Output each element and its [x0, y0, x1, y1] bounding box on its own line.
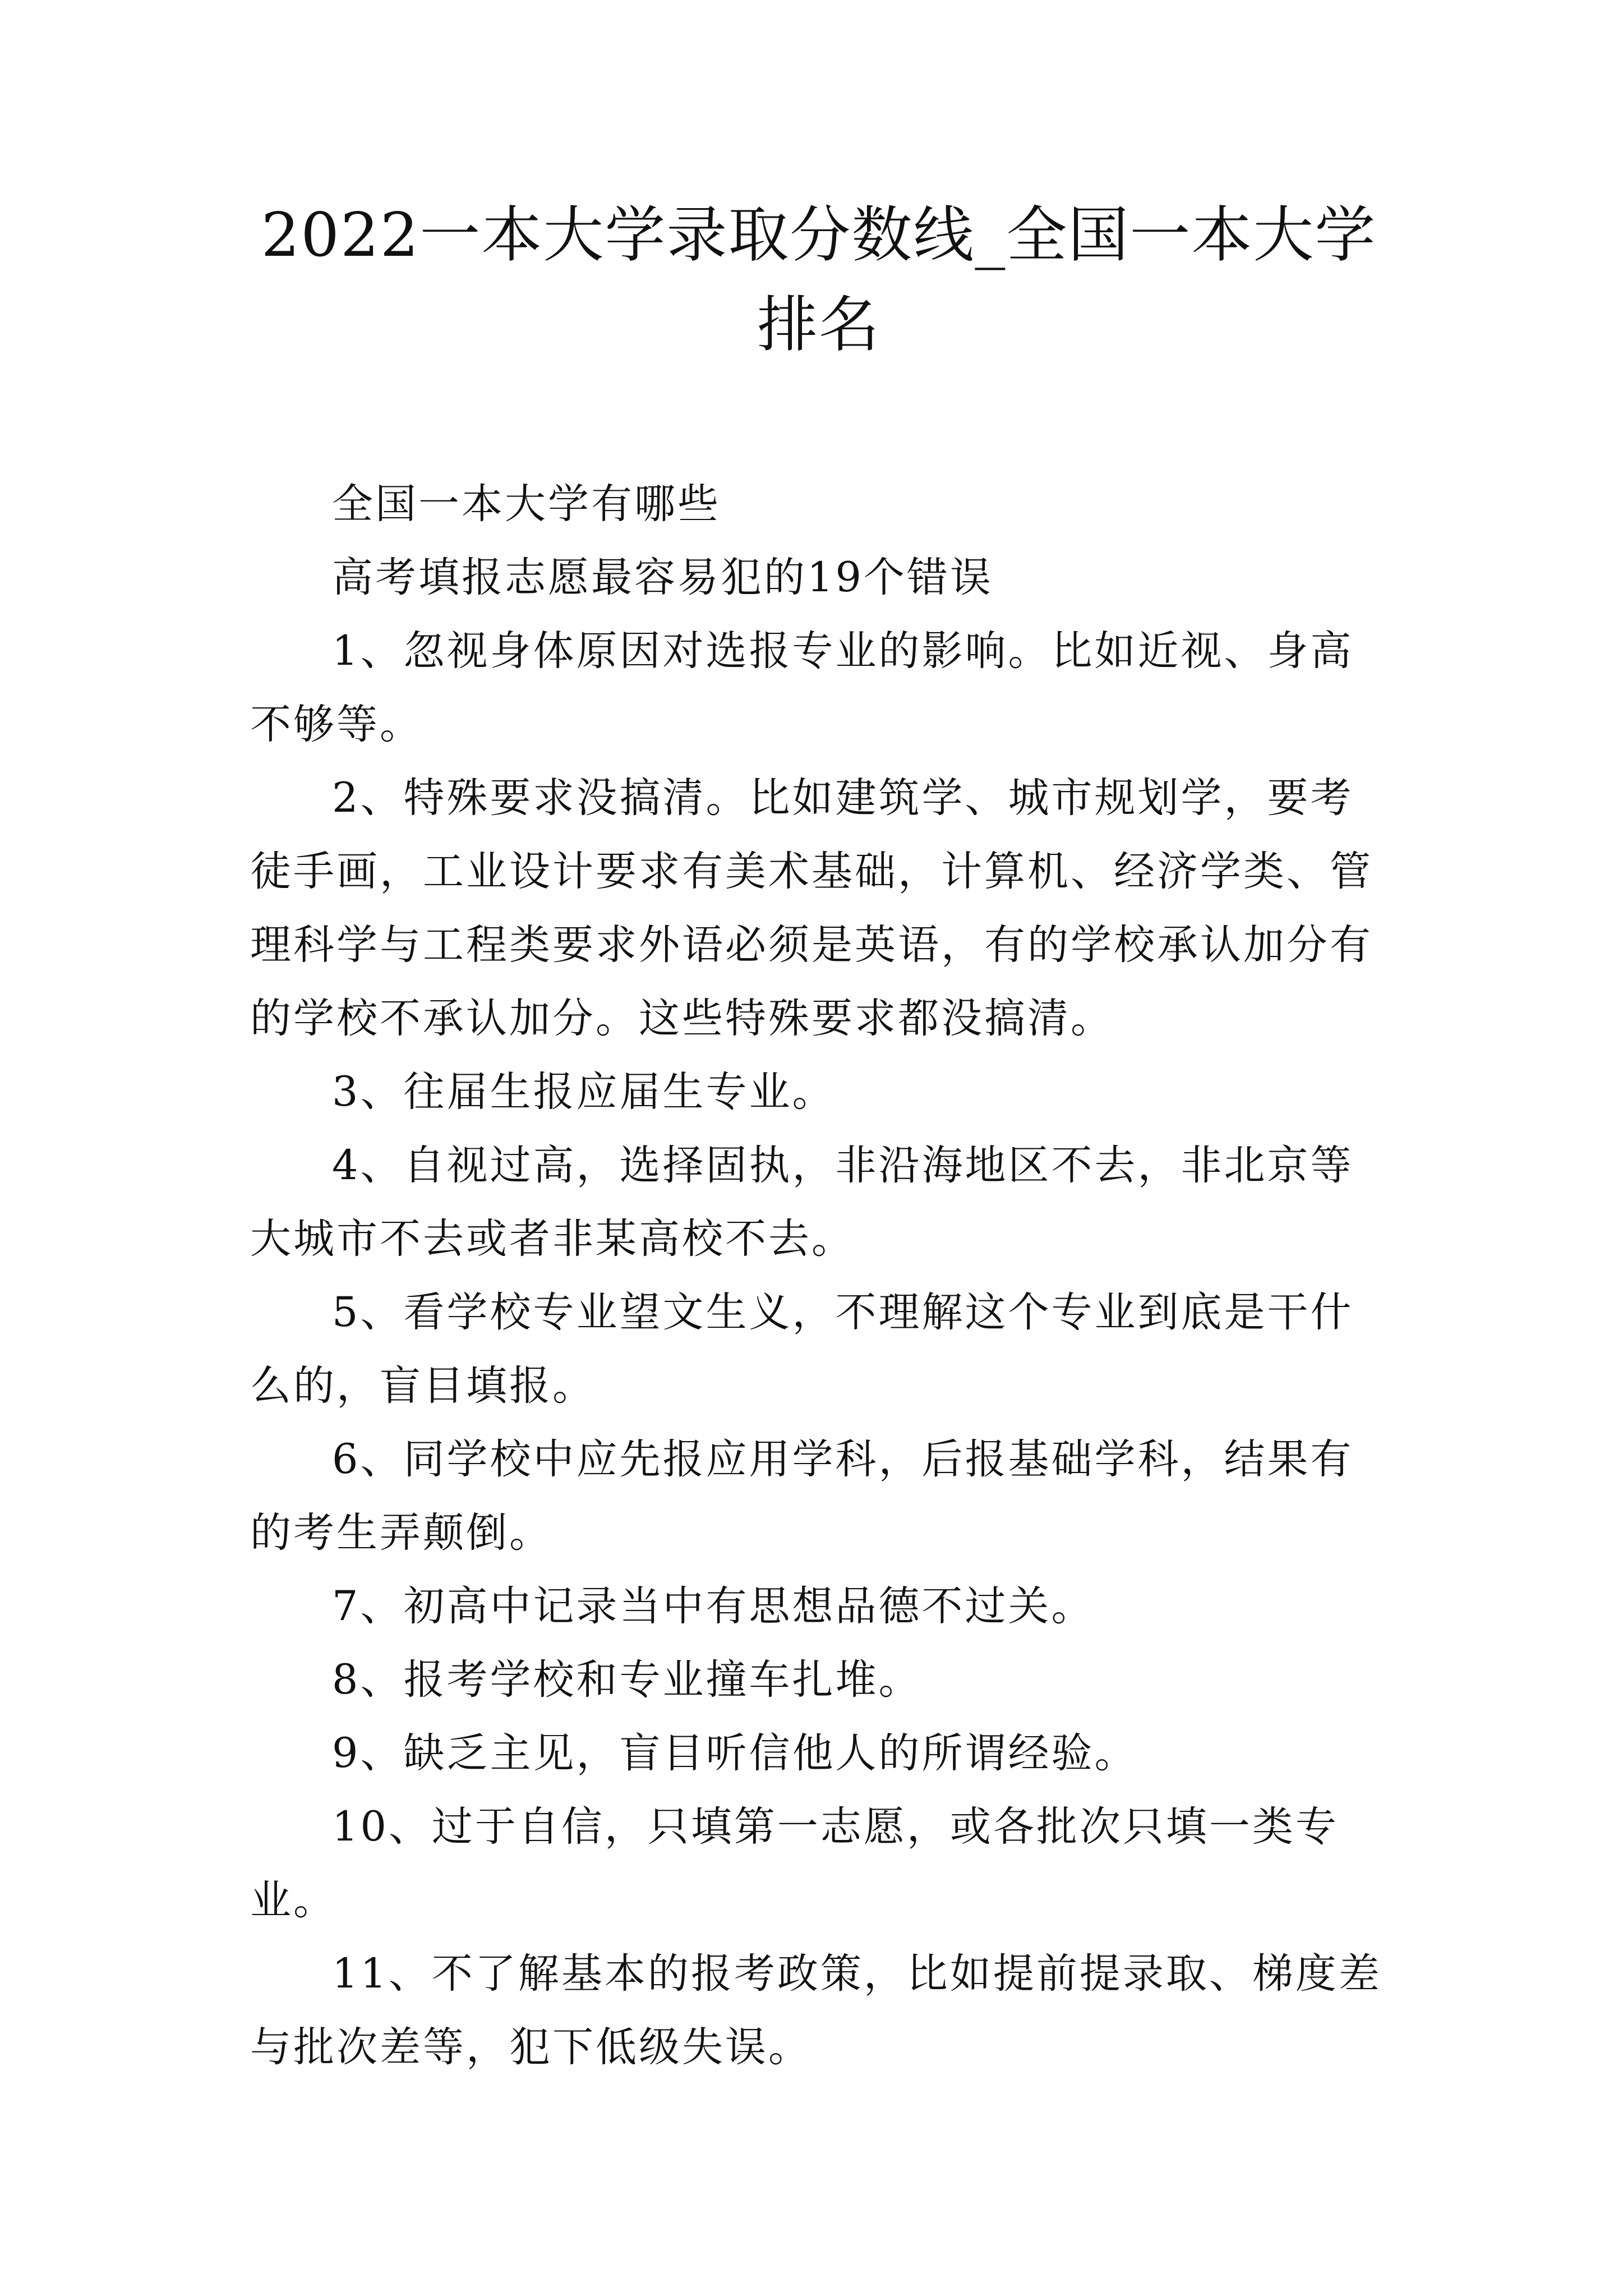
paragraph-item-5: 5、看学校专业望文生义，不理解这个专业到底是干什么的，盲目填报。 [250, 1289, 1354, 1410]
paragraph-item-7: 7、初高中记录当中有思想品德不过关。 [332, 1582, 1095, 1630]
paragraph-item-9: 9、缺乏主见，盲目听信他人的所谓经验。 [332, 1729, 1138, 1777]
paragraph-item-10: 10、过于自信，只填第一志愿，或各批次只填一类专业。 [250, 1803, 1339, 1924]
document-title: 2022一本大学录取分数线_全国一本大学排名 [261, 200, 1377, 360]
paragraph-item-11: 11、不了解基本的报考政策，比如提前提录取、梯度差与批次差等，犯下低级失误。 [250, 1950, 1382, 2071]
paragraph-item-3: 3、往届生报应届生专业。 [332, 1068, 836, 1116]
paragraph-item-2: 2、特殊要求没搞清。比如建筑学、城市规划学，要考徒手画，工业设计要求有美术基础，计算机、经济学类、管理科学与工程类要求外语必须是英语，有的学校承认加分有的学校不承认加分。这些特殊要求都没搞清。 [250, 774, 1373, 1042]
paragraph-item-4: 4、自视过高，选择固执，非沿海地区不去，非北京等大城市不去或者非某高校不去。 [250, 1142, 1354, 1263]
paragraph-item-1: 1、忽视身体原因对选报专业的影响。比如近视、身高不够等。 [250, 627, 1354, 748]
paragraph-heading-universities: 全国一本大学有哪些 [332, 480, 721, 528]
paragraph-item-6: 6、同学校中应先报应用学科，后报基础学科，结果有的考生弄颠倒。 [250, 1435, 1354, 1557]
document-body [250, 467, 1385, 2084]
paragraph-item-8: 8、报考学校和专业撞车扎堆。 [332, 1656, 922, 1704]
paragraph-heading-mistakes: 高考填报志愿最容易犯的19个错误 [332, 554, 993, 601]
